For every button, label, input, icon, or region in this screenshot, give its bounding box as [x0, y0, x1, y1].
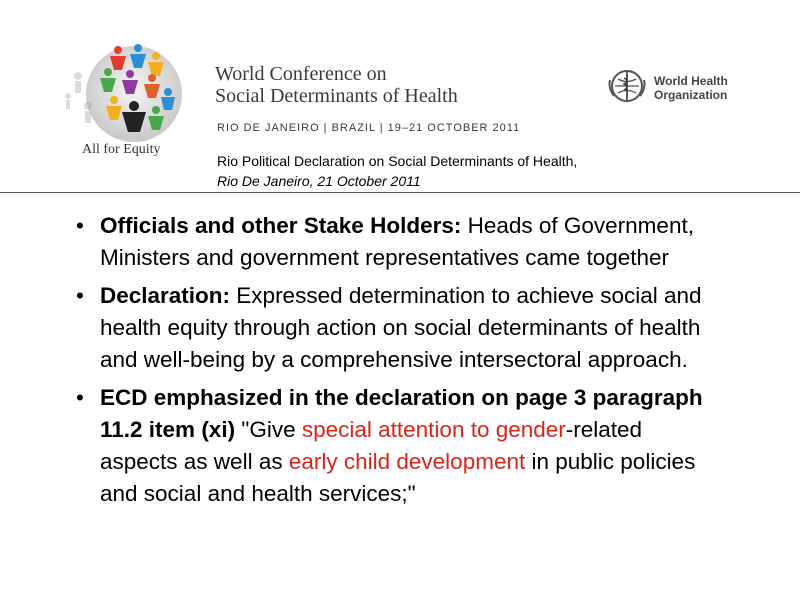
bullet-list	[72, 210, 722, 510]
conference-title-line1: World Conference on	[215, 63, 387, 85]
conference-title	[215, 63, 458, 107]
bullet-text: Expressed determination to achieve social and health equity through action on social determinants of health and well-being by a comprehensive intersectoral approach.	[100, 283, 702, 372]
who-name-line2: Organization	[654, 88, 728, 102]
who-logo	[606, 68, 744, 108]
bullet-lead: ECD emphasized in the declaration on page 3 paragraph 11.2 item (xi)	[100, 385, 703, 442]
subtitle-line2: Rio De Janeiro, 21 October 2011	[217, 173, 421, 189]
conference-title-line2: Social Determinants of Health	[215, 85, 458, 107]
bullet-text: in public policies and social and health services;"	[100, 449, 696, 506]
who-name	[654, 74, 744, 102]
bullet-lead: Officials and other Stake Holders:	[100, 213, 462, 238]
header-divider	[0, 192, 800, 193]
bullet-item	[72, 382, 722, 510]
bullet-text: -related aspects as well as	[100, 417, 643, 474]
slide-body	[72, 210, 722, 516]
bullet-lead: Declaration:	[100, 283, 231, 308]
subtitle-line1: Rio Political Declaration on Social Determinants of Health,	[217, 153, 578, 169]
bullet-text: "Give	[235, 417, 302, 442]
slide-header	[0, 0, 800, 194]
bullet-item	[72, 280, 722, 376]
who-name-line1: World Health	[654, 74, 728, 88]
who-emblem-icon	[606, 66, 648, 111]
tagline: All for Equity	[82, 142, 161, 157]
bullet-item	[72, 210, 722, 274]
conference-meta: RIO DE JANEIRO | BRAZIL | 19–21 OCTOBER 2011	[217, 122, 521, 134]
bullet-text: Heads of Government, Ministers and government representatives came together	[100, 213, 694, 270]
slide-subtitle	[217, 151, 577, 191]
highlight-text: early child development	[288, 449, 526, 474]
highlight-text: special attention to gender	[301, 417, 566, 442]
people-globe-logo	[48, 36, 188, 146]
